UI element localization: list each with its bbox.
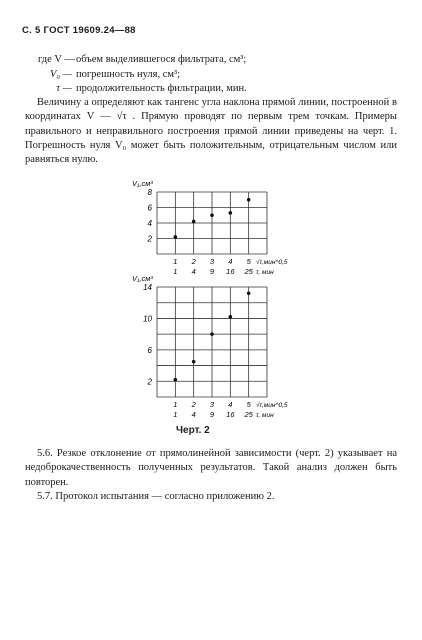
x-tick-label-secondary: 16 [226,410,235,419]
y-tick-label: 2 [147,234,152,244]
y-tick-label: 14 [143,283,152,292]
x-tick-label: 2 [191,400,196,409]
definition-symbol: τ — [56,83,72,94]
y-tick-label: 2 [147,377,152,387]
y-tick-label: 8 [147,188,152,197]
y-tick-label: 10 [143,314,152,324]
x-tick-label: 1 [173,257,178,266]
x-tick-label-secondary: 4 [191,267,196,276]
y-tick-label: 4 [147,219,152,228]
definition-symbol: V₀ — [49,68,72,80]
data-point [247,198,251,202]
data-point [174,235,178,239]
page-header: С. 5 ГОСТ 19609.24—88 [22,25,136,36]
definition-symbol: где V — [38,54,75,65]
paragraph-5-6: 5.6. Резкое отклонение от прямолинейной зависимости (черт. 2) указывает на недоброкачественность полученных результатов. Такой анализ должен быть повторен. [25,448,397,488]
x-axis-label: √τ,мин^0,5 [256,259,288,266]
x-tick-label: 5 [246,257,251,266]
data-point [210,332,214,336]
data-point [247,291,251,295]
data-point [192,360,196,364]
definition-text: погрешность нуля, см³; [76,68,181,80]
x-tick-label-secondary: 9 [209,267,215,276]
x-tick-label-secondary: 4 [191,410,196,419]
data-point [229,315,233,319]
x-tick-label: 2 [191,257,196,266]
paragraph-5-7: 5.7. Протокол испытания — согласно приложению 2. [37,491,275,502]
x-tick-label: 3 [209,257,215,266]
x-tick-label-secondary: 25 [244,267,253,276]
x-tick-label-secondary: 1 [173,410,178,419]
definition-text: объем выделившегося фильтрата, см³; [76,54,247,65]
x-tick-label: 5 [246,400,251,409]
x-tick-label-secondary: 16 [226,267,235,276]
x-tick-label: 4 [228,257,233,266]
x-tick-label: 4 [228,400,233,409]
definition-text: продолжительность фильтрации, мин. [76,83,247,94]
y-axis-label: V₁,см³ [132,274,153,283]
x-tick-label-secondary: 1 [173,267,178,276]
y-tick-label: 6 [147,203,152,213]
y-axis-label: V₁,см³ [132,179,153,188]
figure-caption: Черт. 2 [176,425,210,436]
x-axis-label-secondary: τ, мин [256,412,274,419]
x-axis-label-secondary: τ, мин [256,269,274,276]
data-point [174,378,178,382]
data-point [192,220,196,224]
x-tick-label: 3 [209,400,215,409]
data-point [210,213,214,217]
data-point [229,211,233,215]
x-axis-label: √τ,мин^0,5 [256,402,288,409]
y-tick-label: 6 [147,345,152,355]
x-tick-label-secondary: 25 [244,410,253,419]
x-tick-label-secondary: 9 [209,410,215,419]
x-tick-label: 1 [173,400,178,409]
paragraph-slope: Величину a определяют как тангенс угла наклона прямой линии, построенной в координатах V — √τ . Прямую проводят по первым трем точкам. Примеры правильного и неправильного построения прямой линии приведены на черт. 1. Погрешность нуля V₀ может быть положительным, отрицательным числом или равняться нулю. [25,97,397,166]
